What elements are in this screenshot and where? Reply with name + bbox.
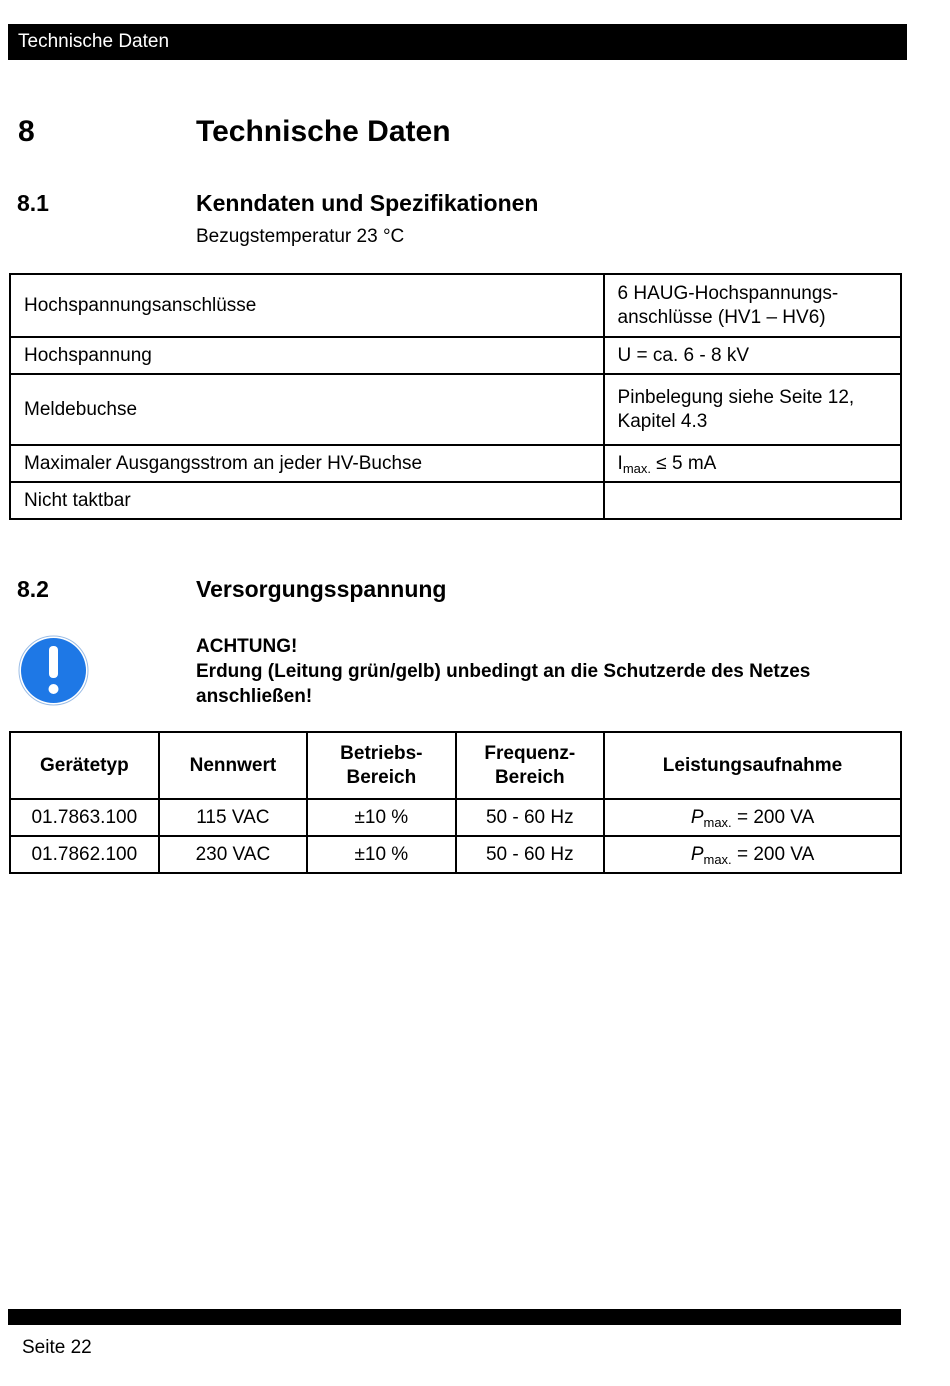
spec-value: U = ca. 6 - 8 kV: [604, 337, 901, 374]
section-8-1-title: Kenndaten und Spezifikationen: [196, 190, 539, 216]
supply-voltage-table: [9, 731, 902, 874]
spec-value-line: anschlüsse (HV1 – HV6): [617, 306, 826, 328]
spec-value-line: Pinbelegung siehe Seite 12,: [617, 386, 855, 408]
device-type-cell: 01.7863.100: [10, 799, 159, 836]
column-header-device-type: Gerätetyp: [10, 732, 159, 799]
spec-label: Hochspannung: [10, 337, 604, 374]
spec-value: [604, 274, 901, 337]
power-value: = 200 VA: [731, 843, 815, 865]
power-symbol: P: [690, 806, 704, 828]
table-row: [10, 274, 901, 337]
exclamation-circle-icon: [18, 635, 89, 706]
power-value: = 200 VA: [731, 806, 815, 828]
spec-value: [604, 374, 901, 445]
current-value: ≤ 5 mA: [651, 452, 717, 474]
column-header-frequency-range: Frequenz- Bereich: [456, 732, 605, 799]
frequency-cell: 50 - 60 Hz: [456, 836, 605, 873]
spec-label: Hochspannungsanschlüsse: [10, 274, 604, 337]
header-title: Technische Daten: [18, 31, 170, 52]
section-8-1-number: 8.1: [17, 190, 49, 216]
spec-value-line: 6 HAUG-Hochspannungs-: [617, 282, 839, 304]
power-subscript: max.: [703, 814, 732, 830]
page-number: Seite 22: [22, 1337, 92, 1358]
column-header-nominal: Nennwert: [159, 732, 307, 799]
power-cell: [604, 836, 901, 873]
table-row: [10, 445, 901, 482]
table-row: [10, 374, 901, 445]
power-subscript: max.: [703, 851, 732, 867]
column-header-power-consumption: Leistungsaufnahme: [604, 732, 901, 799]
section-8-title: Technische Daten: [196, 115, 451, 148]
device-type-cell: 01.7862.100: [10, 836, 159, 873]
spec-label: Maximaler Ausgangsstrom an jeder HV-Buchse: [10, 445, 604, 482]
current-subscript: max.: [622, 460, 651, 476]
section-8-2-title: Versorgungsspannung: [196, 576, 447, 602]
table-row: [10, 337, 901, 374]
spec-value: [604, 482, 901, 519]
page-header-bar: [8, 24, 907, 60]
reference-temperature: Bezugstemperatur 23 °C: [196, 226, 405, 247]
section-8-2-number: 8.2: [17, 576, 49, 602]
nominal-cell: 115 VAC: [159, 799, 307, 836]
spec-value: [604, 445, 901, 482]
table-row: [10, 482, 901, 519]
section-8-number: 8: [18, 115, 35, 148]
warning-text: Erdung (Leitung grün/gelb) unbedingt an die Schutzerde des Netzes anschließen!: [196, 661, 811, 707]
column-header-operating-range: Betriebs- Bereich: [307, 732, 455, 799]
spec-label: Meldebuchse: [10, 374, 604, 445]
power-cell: [604, 799, 901, 836]
table-header-row: [10, 732, 901, 799]
frequency-cell: 50 - 60 Hz: [456, 799, 605, 836]
table-row: [10, 836, 901, 873]
table-row: [10, 799, 901, 836]
warning-title: ACHTUNG!: [196, 636, 298, 657]
current-symbol: I: [617, 452, 623, 474]
spec-value-line: Kapitel 4.3: [617, 410, 708, 432]
specification-table: [9, 273, 902, 520]
page-footer-bar: [8, 1309, 901, 1325]
spec-label: Nicht taktbar: [10, 482, 604, 519]
range-cell: ±10 %: [307, 799, 455, 836]
power-symbol: P: [690, 843, 704, 865]
nominal-cell: 230 VAC: [159, 836, 307, 873]
range-cell: ±10 %: [307, 836, 455, 873]
